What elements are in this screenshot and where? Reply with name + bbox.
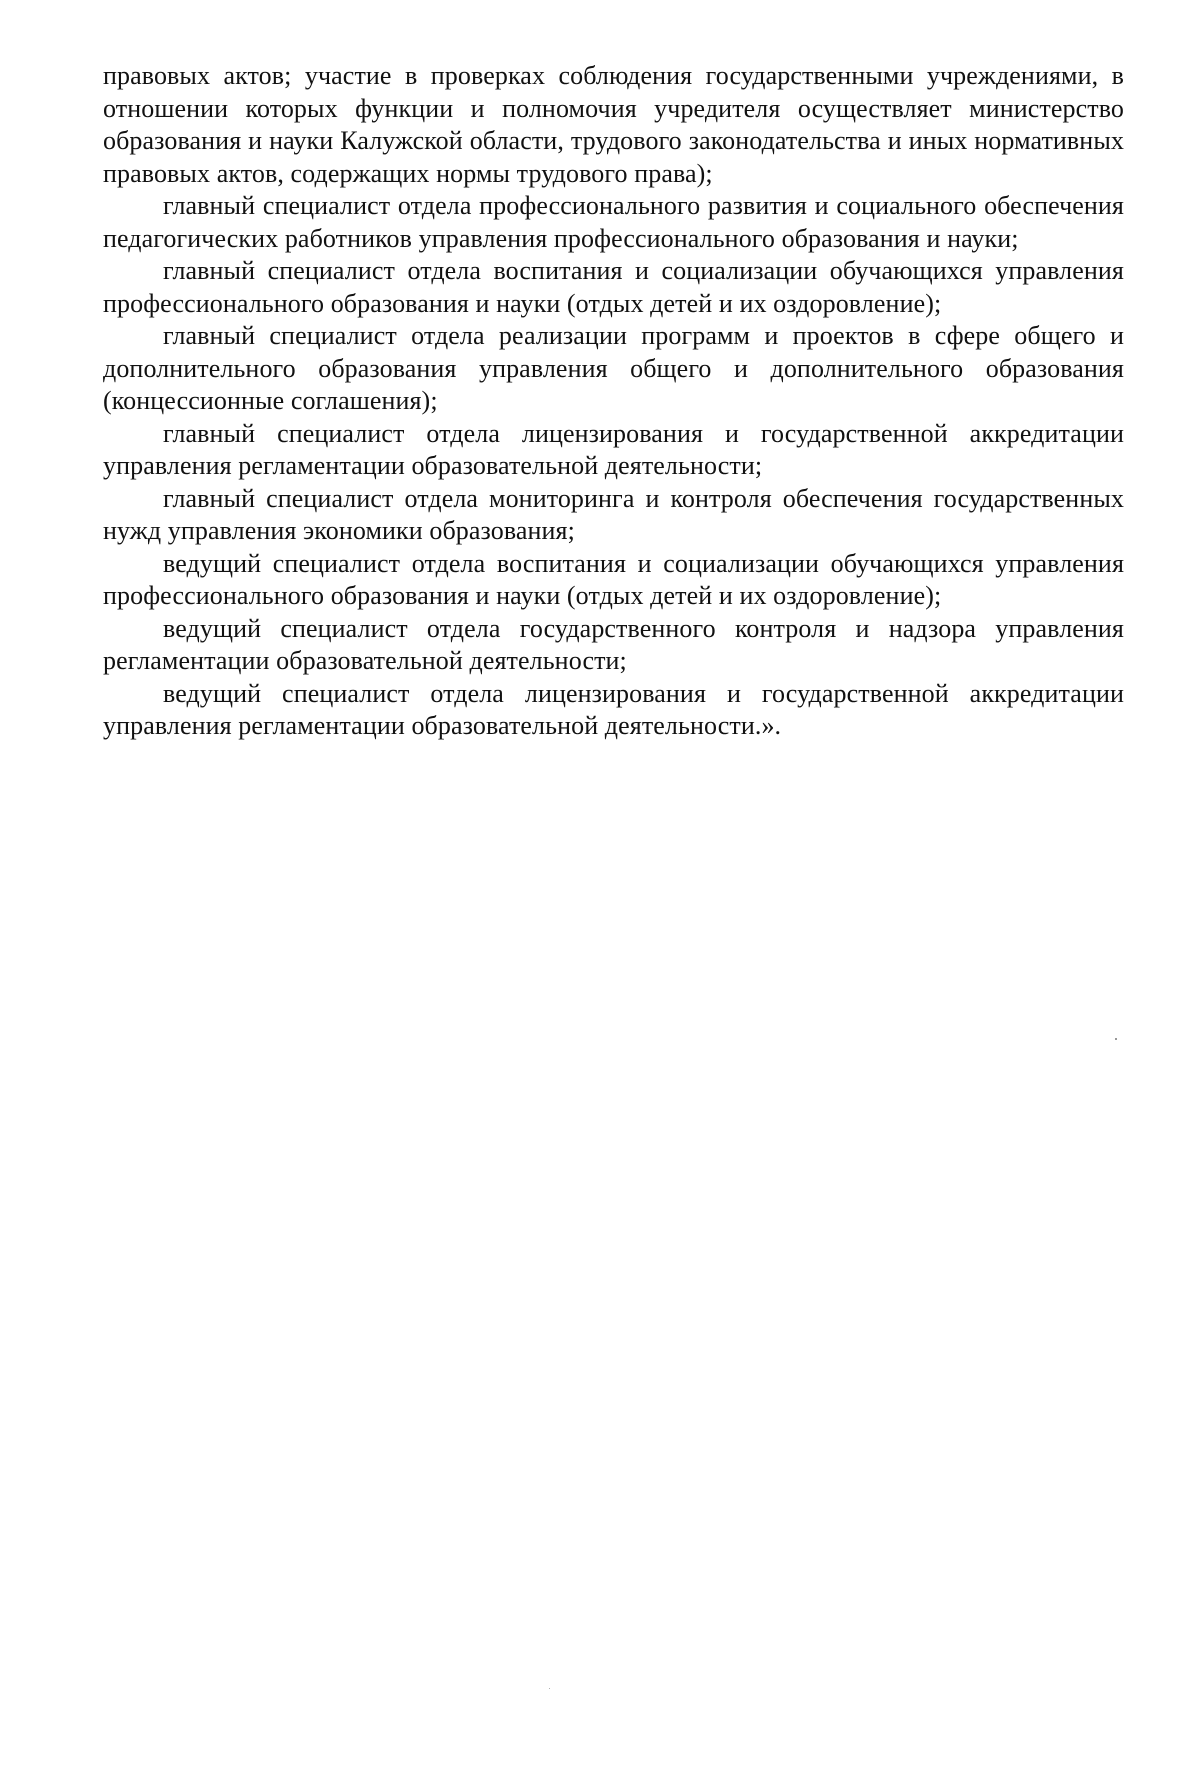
paragraph-position-7: ведущий специалист отдела государственного контроля и надзора управления регламентации образовательной деятельности;: [103, 613, 1124, 675]
paragraph-position-8: ведущий специалист отдела лицензирования и государственной аккредитации управления регламентации образовательной деятельности.».: [103, 678, 1124, 740]
paragraph-position-5: главный специалист отдела мониторинга и контроля обеспечения государственных нужд управления экономики образования;: [103, 483, 1124, 545]
paragraph-position-1: главный специалист отдела профессионального развития и социального обеспечения педагогических работников управления профессионального образования и науки;: [103, 191, 1124, 253]
paragraph-position-4: главный специалист отдела лицензирования и государственной аккредитации управления регламентации образовательной деятельности;: [103, 418, 1124, 480]
paragraph-position-2: главный специалист отдела воспитания и социализации обучающихся управления профессионального образования и науки (отдых детей и их оздоровление);: [103, 256, 1124, 318]
document-body: [103, 60, 1124, 743]
scan-speck: [549, 1688, 550, 1689]
paragraph-position-3: главный специалист отдела реализации программ и проектов в сфере общего и дополнительного образования управления общего и дополнительного образования (концессионные соглашения);: [103, 321, 1124, 415]
scan-speck: [1115, 1038, 1117, 1040]
paragraph-position-6: ведущий специалист отдела воспитания и социализации обучающихся управления профессионального образования и науки (отдых детей и их оздоровление);: [103, 548, 1124, 610]
paragraph-continuation: правовых актов; участие в проверках соблюдения государственными учреждениями, в отношении которых функции и полномочия учредителя осуществляет министерство образования и науки Калужской области, трудового законодательства и иных нормативных правовых актов, содержащих нормы трудового права);: [103, 61, 1124, 188]
